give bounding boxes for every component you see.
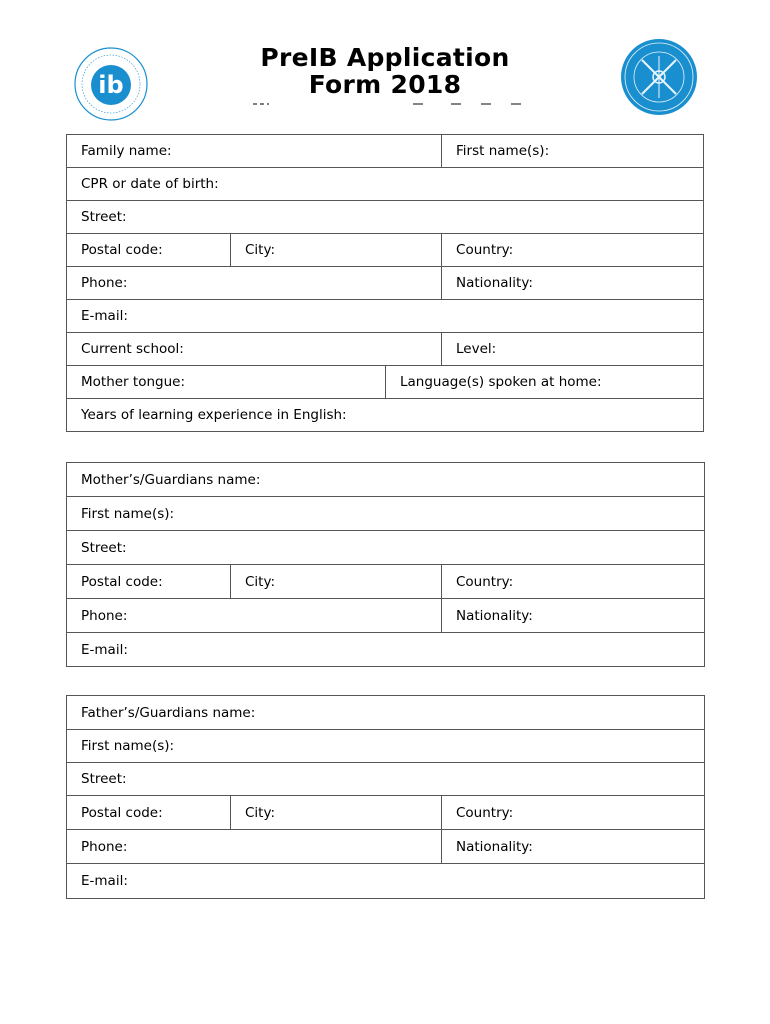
table-row <box>67 463 705 497</box>
mother-email-field[interactable]: E-mail: <box>67 633 705 667</box>
table-row <box>67 333 704 366</box>
father-postal-code-field[interactable]: Postal code: <box>67 796 231 830</box>
table-row <box>67 300 704 333</box>
mother-street-field[interactable]: Street: <box>67 531 705 565</box>
cpr-field[interactable]: CPR or date of birth: <box>67 168 704 201</box>
mother-country-field[interactable]: Country: <box>442 565 705 599</box>
table-row <box>67 267 704 300</box>
mother-first-names-field[interactable]: First name(s): <box>67 497 705 531</box>
mother-nationality-field[interactable]: Nationality: <box>442 599 705 633</box>
mother-info-table <box>66 462 705 667</box>
mother-phone-field[interactable]: Phone: <box>67 599 442 633</box>
current-school-field[interactable]: Current school: <box>67 333 442 366</box>
father-info-table <box>66 695 705 899</box>
father-street-field[interactable]: Street: <box>67 763 705 796</box>
table-row <box>67 633 705 667</box>
languages-home-field[interactable]: Language(s) spoken at home: <box>386 366 704 399</box>
table-row <box>67 696 705 730</box>
table-row <box>67 565 705 599</box>
email-field[interactable]: E-mail: <box>67 300 704 333</box>
mother-city-field[interactable]: City: <box>231 565 442 599</box>
phone-field[interactable]: Phone: <box>67 267 442 300</box>
father-nationality-field[interactable]: Nationality: <box>442 830 705 864</box>
student-info-table <box>66 134 704 432</box>
table-row <box>67 497 705 531</box>
father-city-field[interactable]: City: <box>231 796 442 830</box>
table-row <box>67 763 705 796</box>
father-email-field[interactable]: E-mail: <box>67 864 705 899</box>
title-underline-dashes <box>253 102 523 106</box>
nationality-field[interactable]: Nationality: <box>442 267 704 300</box>
table-row <box>67 730 705 763</box>
table-row <box>67 399 704 432</box>
level-field[interactable]: Level: <box>442 333 704 366</box>
family-name-field[interactable]: Family name: <box>67 135 442 168</box>
table-row <box>67 864 705 899</box>
table-row <box>67 599 705 633</box>
school-seal-logo <box>614 36 704 118</box>
table-row <box>67 366 704 399</box>
first-names-field[interactable]: First name(s): <box>442 135 704 168</box>
father-name-field[interactable]: Father’s/Guardians name: <box>67 696 705 730</box>
table-row <box>67 201 704 234</box>
mother-postal-code-field[interactable]: Postal code: <box>67 565 231 599</box>
country-field[interactable]: Country: <box>442 234 704 267</box>
table-row <box>67 830 705 864</box>
father-country-field[interactable]: Country: <box>442 796 705 830</box>
table-row <box>67 234 704 267</box>
title-line-2: Form 2018 <box>308 70 462 99</box>
ib-logo <box>66 46 156 122</box>
mother-name-field[interactable]: Mother’s/Guardians name: <box>67 463 705 497</box>
table-row <box>67 168 704 201</box>
table-row <box>67 796 705 830</box>
city-field[interactable]: City: <box>231 234 442 267</box>
father-first-names-field[interactable]: First name(s): <box>67 730 705 763</box>
page-title <box>230 44 540 98</box>
table-row <box>67 135 704 168</box>
father-phone-field[interactable]: Phone: <box>67 830 442 864</box>
mother-tongue-field[interactable]: Mother tongue: <box>67 366 386 399</box>
postal-code-field[interactable]: Postal code: <box>67 234 231 267</box>
years-english-field[interactable]: Years of learning experience in English: <box>67 399 704 432</box>
street-field[interactable]: Street: <box>67 201 704 234</box>
table-row <box>67 531 705 565</box>
title-line-1: PreIB Application <box>260 43 510 72</box>
ib-logo-text: ib <box>98 71 124 99</box>
